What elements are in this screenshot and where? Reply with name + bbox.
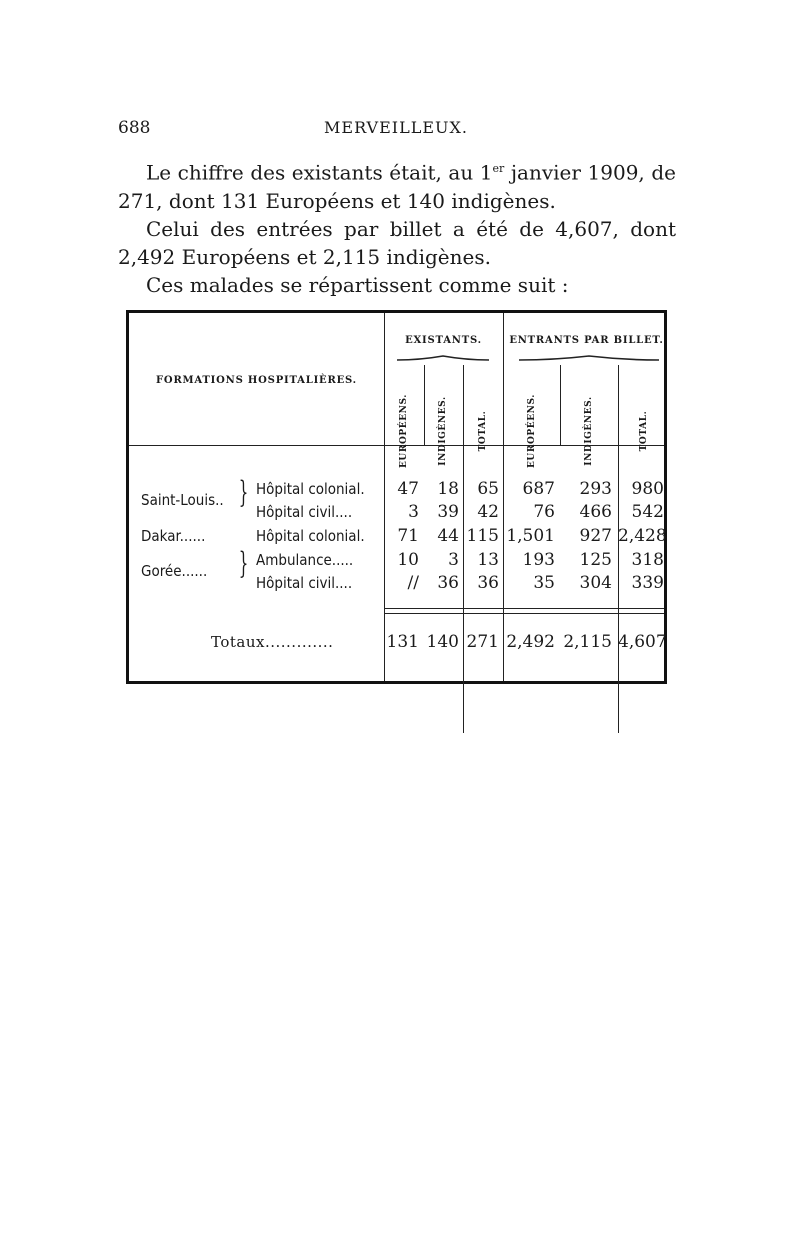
statistics-table: FORMATIONS HOSPITALIÈRES. EXISTANTS. ENTRANTS PAR BILLET. EUROPÉENS. INDIGÈNES. TOTAL. EUROPÉENS. INDIGÈNES. TOTAL. Saint-Louis.. } Dakar...... Gorée...... } Hôpital colonial. 47 18 65 687 293 980 Hôpital civil.... 3 39 42 76 466 542 Hôpital colonial. 71 44 115 1,501 927 2,428 Ambulance..... 10 3 13 193 125 318 Hôpital civil.... // 36 36 35 304 339 Totaux............. 131 140 271 2,492 2,115 4,607: [126, 310, 667, 684]
subcol-existants-indigenes: INDIGÈNES.: [438, 396, 448, 466]
entrants-brace: [519, 355, 659, 358]
existants-header: EXISTANTS.: [405, 335, 482, 346]
subcol-existants-total: TOTAL.: [478, 410, 488, 452]
place-dakar: Dakar......: [141, 527, 206, 545]
page-header: [118, 118, 674, 142]
paragraph-2: Celui des entrées par billet a été de 4,607, dont 2,492 Européens et 2,115 indigènes.: [118, 216, 676, 269]
totals-label: Totaux.............: [211, 633, 334, 651]
formations-header: FORMATIONS HOSPITALIÈRES.: [156, 375, 357, 386]
place-saint-louis: Saint-Louis..: [141, 491, 224, 509]
place-goree: Gorée......: [141, 562, 208, 580]
entrants-header: ENTRANTS PAR BILLET.: [509, 335, 664, 346]
paragraph-1: Le chiffre des existants était, au 1er janvier 1909, de 271, dont 131 Européens et 140 indigènes.: [118, 160, 676, 213]
running-title: MERVEILLEUX.: [324, 118, 468, 137]
subcol-entrants-europeens: EUROPÉENS.: [527, 393, 537, 469]
subcol-existants-europeens: EUROPÉENS.: [399, 393, 409, 469]
subcol-entrants-total: TOTAL.: [639, 410, 649, 452]
body-text: [118, 155, 676, 299]
brace-goree: }: [238, 546, 249, 581]
paragraph-3: Ces malades se répartissent comme suit :: [146, 272, 569, 297]
existants-brace: [397, 355, 489, 358]
page-number: 688: [118, 118, 151, 138]
brace-saint-louis: }: [238, 475, 249, 510]
subcol-entrants-indigenes: INDIGÈNES.: [584, 396, 594, 466]
